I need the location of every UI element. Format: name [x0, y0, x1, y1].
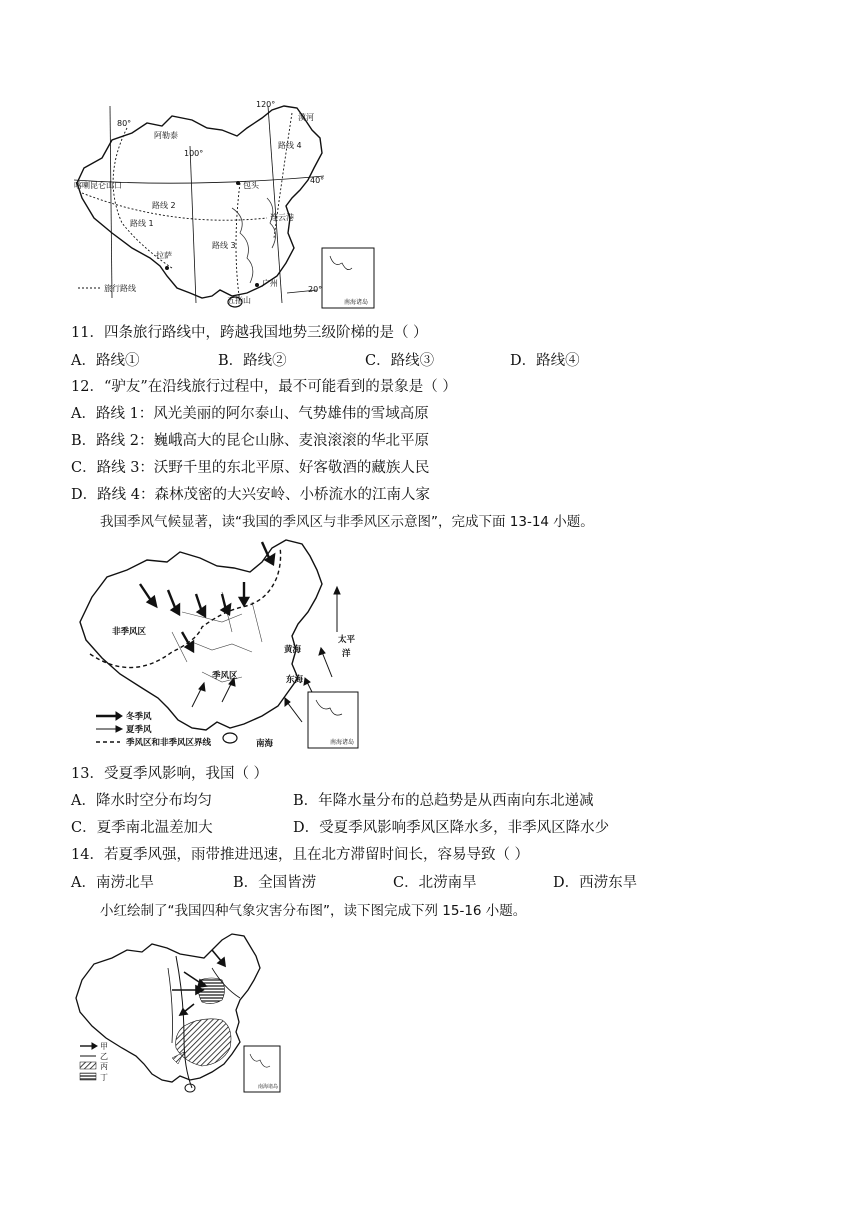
q14-option-d[interactable]: D．西涝东旱	[553, 875, 638, 891]
intro-15-16: 小红绘制了“我国四种气象灾害分布图”，读下图完成下列 15-16 小题。	[100, 903, 527, 919]
q13-option-b[interactable]: B．年降水量分布的总趋势是从西南向东北递减	[293, 793, 594, 809]
q13-option-d[interactable]: D．受夏季风影响季风区降水多，非季风区降水少	[293, 820, 610, 836]
lon120-label: 120°	[256, 100, 276, 109]
southsea-label: 南海	[256, 739, 274, 749]
lianyungang-label: 连云港	[270, 213, 294, 222]
kashgar-label: 喀喇昆仑山口	[74, 181, 122, 190]
q14-stem: 14．若夏季风强，雨带推进迅速，且在北方滞留时间长，容易导致（ ）	[71, 847, 530, 863]
lat20-label: 20°	[308, 285, 323, 294]
legend-winter: 冬季风	[126, 712, 152, 722]
eastsea-label: 东海	[286, 675, 304, 685]
legend-yi: 乙	[100, 1052, 108, 1061]
route2-label: 路线 2	[152, 201, 176, 210]
lhasa-label: 拉萨	[156, 251, 172, 260]
q12-option-a[interactable]: A．路线 1：风光美丽的阿尔泰山、气势雄伟的雪域高原	[71, 406, 429, 422]
q11-option-c[interactable]: C．路线③	[365, 353, 435, 369]
pacific-label-2: 洋	[342, 649, 351, 659]
monsoon-label: 季风区	[212, 671, 238, 681]
route4-label: 路线 4	[278, 141, 302, 150]
route1-label: 路线 1	[130, 219, 154, 228]
nonmonsoon-label: 非季风区	[112, 627, 147, 637]
guangzhou-label: 广州	[262, 279, 278, 288]
route-1-line	[113, 128, 172, 268]
inset2-label: 南海诸岛	[330, 739, 355, 746]
q12-option-b[interactable]: B．路线 2：巍峨高大的昆仑山脉、麦浪滚滚的华北平原	[71, 433, 429, 449]
baotou-label: 包头	[243, 181, 259, 190]
q11-option-a[interactable]: A．路线①	[71, 353, 140, 369]
q11-option-b[interactable]: B．路线②	[218, 353, 287, 369]
disaster-map	[72, 928, 284, 1096]
q14-option-b[interactable]: B．全国皆涝	[233, 875, 317, 891]
legend-jia: 甲	[100, 1042, 108, 1051]
monsoon-boundary	[90, 547, 281, 668]
monsoon-map	[72, 532, 362, 750]
legend-summer: 夏季风	[126, 725, 152, 735]
mohe-label: 漠河	[298, 113, 314, 122]
china-outline	[77, 106, 325, 298]
inset3-label: 南海诸岛	[258, 1084, 279, 1090]
q12-stem: 12．“驴友”在沿线旅行过程中，最不可能看到的景象是（ ）	[71, 379, 457, 395]
q11-stem: 11．四条旅行路线中，跨越我国地势三级阶梯的是（ ）	[71, 325, 428, 341]
yellowsea-label: 黄海	[284, 645, 302, 655]
q13-option-a[interactable]: A．降水时空分布均匀	[71, 793, 212, 809]
legend-boundary: 季风区和非季风区界线	[126, 738, 212, 748]
legend-ding: 丁	[100, 1073, 108, 1082]
inset1-label: 南海诸岛	[344, 299, 369, 306]
pacific-label-1: 太平	[338, 635, 356, 645]
wuzhishan-label: 五指山	[227, 296, 251, 305]
lon80-label: 80°	[117, 119, 132, 128]
q12-option-d[interactable]: D．路线 4：森林茂密的大兴安岭、小桥流水的江南人家	[71, 487, 430, 503]
route-3-line	[236, 183, 240, 303]
q14-option-c[interactable]: C．北涝南旱	[393, 875, 477, 891]
intro-13-14: 我国季风气候显著，读“我国的季风区与非季风区示意图”，完成下面 13-14 小题。	[100, 514, 594, 530]
route-legend-label: 旅行路线	[104, 284, 136, 293]
lon100-label: 100°	[184, 149, 204, 158]
q14-option-a[interactable]: A．南涝北旱	[71, 875, 154, 891]
q13-stem: 13．受夏季风影响，我国（ ）	[71, 766, 269, 782]
q13-option-c[interactable]: C．夏季南北温差加大	[71, 820, 213, 836]
lat40-label: 40°	[310, 176, 325, 185]
legend-bing: 丙	[100, 1062, 108, 1071]
route3-label: 路线 3	[212, 241, 236, 250]
q12-option-c[interactable]: C．路线 3：沃野千里的东北平原、好客敬酒的藏族人民	[71, 460, 430, 476]
q11-option-d[interactable]: D．路线④	[510, 353, 580, 369]
route-map	[72, 98, 380, 310]
altay-label: 阿勒泰	[154, 131, 178, 140]
